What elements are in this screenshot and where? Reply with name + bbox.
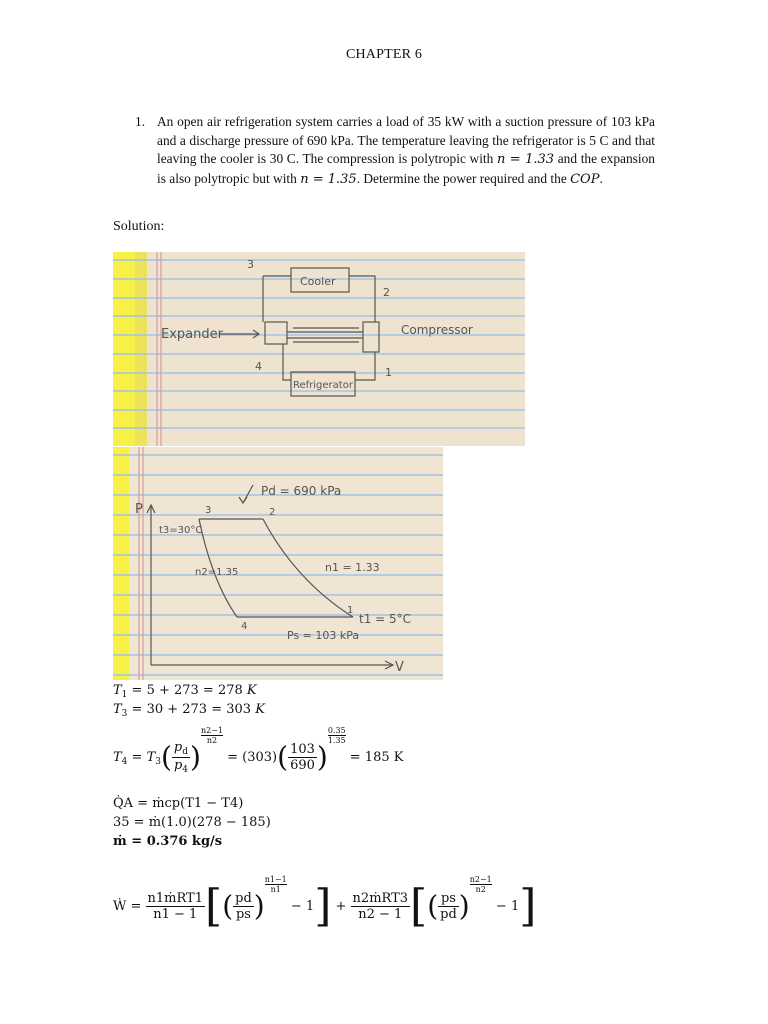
state-4-label: 4: [255, 360, 262, 373]
compressor-label: Compressor: [401, 323, 473, 337]
p-axis-label: P: [135, 502, 143, 517]
expander-label: Expander: [161, 327, 223, 342]
pv-diagram-photo: [113, 447, 443, 680]
problem-statement: [135, 113, 655, 189]
problem-number: 1.: [135, 114, 146, 129]
eq-t1: $T_1 = 5 + 273 = 278$ K: [113, 683, 257, 700]
solution-label: Solution:: [113, 219, 165, 234]
n2-label: n2=1.35: [195, 567, 239, 578]
pv-state-2: 2: [269, 507, 276, 518]
t1-label: t1 = 5°C: [359, 612, 412, 626]
cooler-label: Cooler: [300, 275, 336, 288]
state-2-label: 2: [383, 286, 390, 299]
eq-mdot: ṁ = 0.376 kg/s: [113, 834, 223, 849]
pv-state-1: 1: [347, 605, 354, 616]
pd-label: Pd = 690 kPa: [261, 484, 342, 498]
n2-expression: n = 1.35: [300, 171, 357, 187]
problem-text: An open air refrigeration system carries a load of 35 kW with a suction pressure of 103 kPa and a discharge pressure of 690 kPa. The temperature leaving the refrigerator is 5 C and that leaving the cooler is 30 C. The compression is polytropic with n = 1.33 and the expansion is also polytropic but with n = 1.35. Determine the power required and the COP.: [157, 114, 655, 187]
n1-expression: n = 1.33: [496, 152, 555, 167]
v-axis-label: V: [395, 660, 404, 675]
eq-t3: $T_3 = 30 + 273 = 303$ K: [113, 702, 265, 719]
refrigerator-label: Refrigerator: [293, 380, 353, 391]
system-sketch-photo: [113, 252, 525, 446]
cop-symbol: COP: [570, 171, 600, 187]
eq-qa: Q̇A = ṁcp(T1 − T4): [113, 796, 244, 811]
state-1-label: 1: [385, 366, 392, 379]
chapter-title: CHAPTER 6: [345, 47, 423, 62]
eq-work: Ẇ = $\frac{\text{n1ṁRT1}}{n1 - 1}$ [( $\frac{pd}{ps}$ ) $\frac{n1-1}{n1} - 1$] + $\frac{\text{n2ṁRT3}}{n2 - 1}$ [( $\frac{ps}{pd}$ ) $\frac{n2-1}{n2} - 1$]: [113, 875, 537, 932]
eq-t4: $T_4 = T_3$( $\frac{p_d}{p_4}$ ) $\frac{n2-1}{n2} = (303)$( $\frac{103}{690}$ ) $\frac{0.35}{1.35} = 185$ K: [113, 726, 404, 775]
n1-label: n1 = 1.33: [325, 561, 380, 574]
ps-label: Ps = 103 kPa: [287, 629, 360, 642]
pv-state-4: 4: [241, 621, 248, 632]
t3-label: t3=30°C: [159, 525, 203, 536]
state-3-label: 3: [247, 258, 254, 271]
eq-load: 35 = ṁ(1.0)(278 − 185): [113, 815, 271, 830]
pv-state-3: 3: [205, 505, 212, 516]
